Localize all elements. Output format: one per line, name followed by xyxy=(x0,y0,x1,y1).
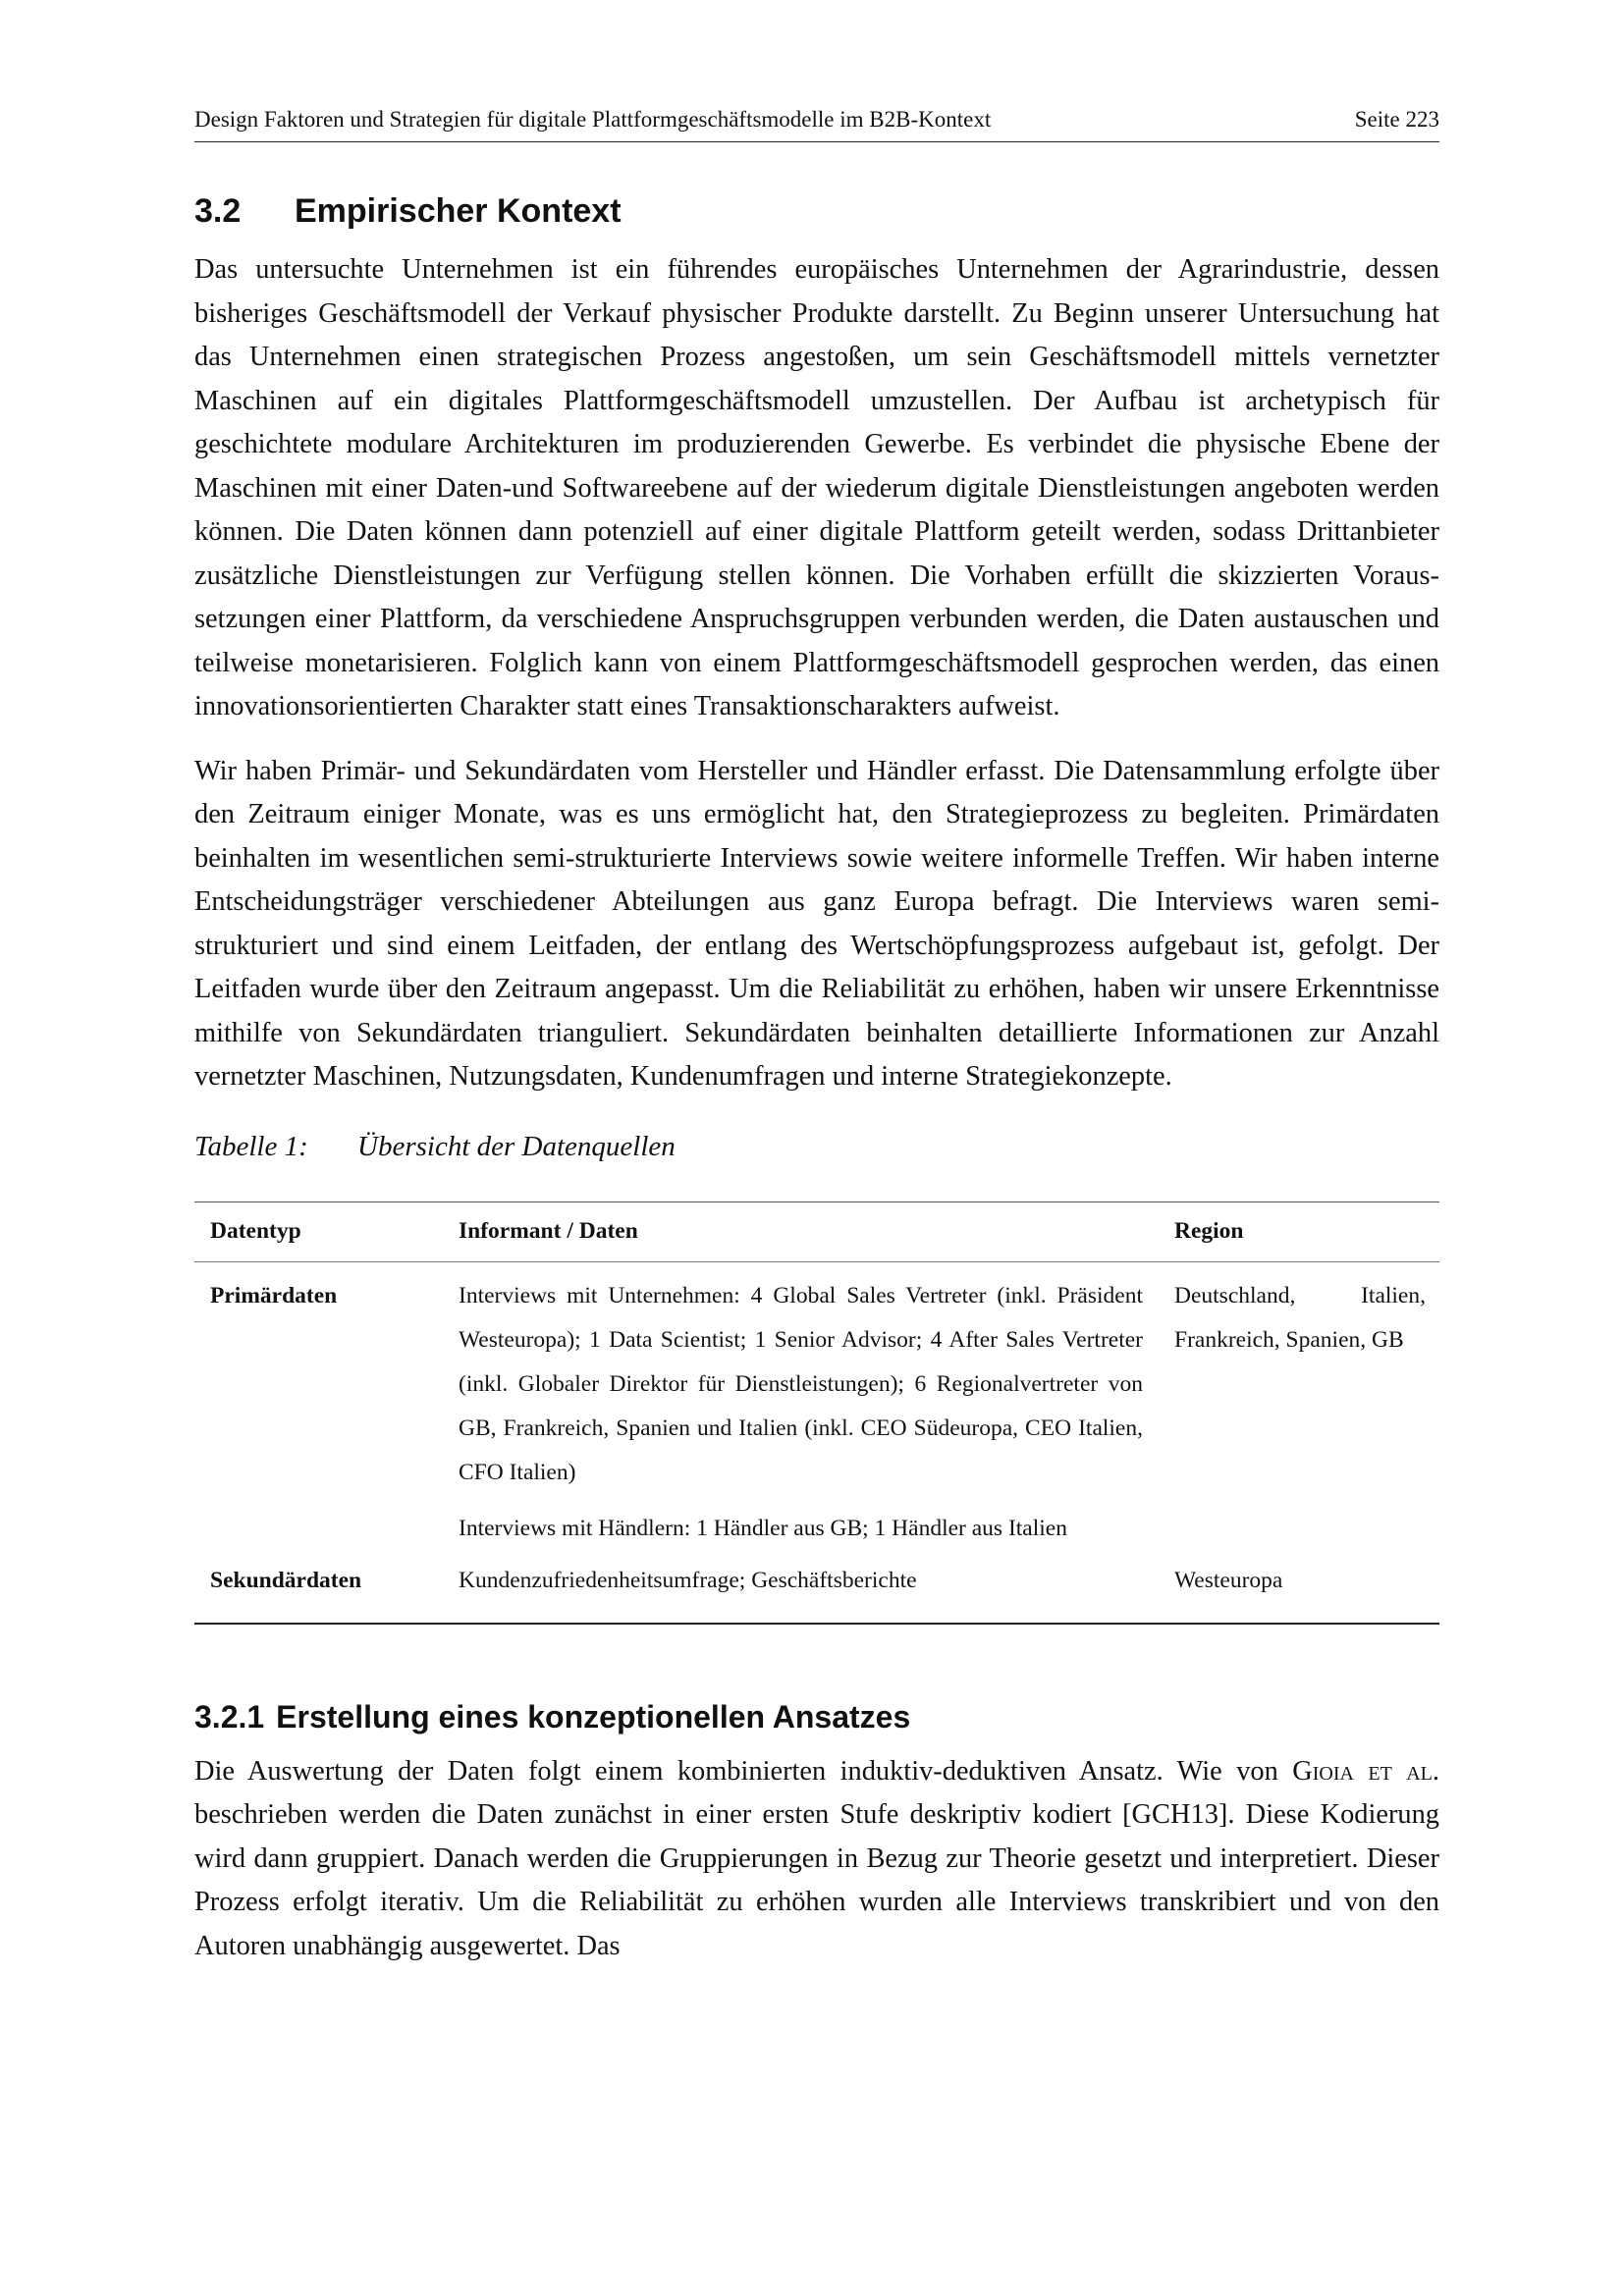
header-informant: Informant / Daten xyxy=(443,1201,1159,1261)
subsection-number: 3.2.1 xyxy=(194,1698,265,1735)
empty-cell xyxy=(1159,1495,1439,1551)
page-number: Seite 223 xyxy=(1354,107,1439,132)
primary-interviews-dealers: Interviews mit Händlern: 1 Händler aus GB; 1 Händler aus Italien xyxy=(459,1515,1067,1541)
document-page xyxy=(194,106,1439,1968)
row-label-secondary: Sekundärdaten xyxy=(210,1567,362,1593)
table-header-row xyxy=(194,1201,1439,1261)
primary-interviews-companies: Interviews mit Unternehmen: 4 Global Sales Vertreter (inkl. Präsident Westeuropa); 1 Data Scientist; 1 Senior Advisor; 4 After Sales Vertreter (inkl. Globaler Direktor für Dienstleistungen); 6 Regionalvertreter von GB, Frankreich, Spanien und Italien (inkl. CEO Südeuropa, CEO Italien, CFO Italien) xyxy=(459,1282,1143,1485)
citation-authors: Gioia et al. xyxy=(1292,1755,1439,1787)
data-sources-table xyxy=(194,1201,1439,1625)
subsection-title: Erstellung eines konzeptionellen Ansatzes xyxy=(276,1698,911,1735)
table-caption-text: Übersicht der Datenquellen xyxy=(357,1130,676,1162)
secondary-data: Kundenzufriedenheitsumfrage; Geschäftsberichte xyxy=(459,1567,917,1593)
section-number: 3.2 xyxy=(194,192,242,230)
secondary-region: Westeuropa xyxy=(1174,1567,1283,1593)
section-heading xyxy=(194,191,1439,231)
paragraph-data-collection: Wir haben Primär- und Sekundärdaten vom Hersteller und Händler erfasst. Die Datensammlung erfolgte über den Zeitraum einiger Monate, was es uns ermöglicht hat, den Strategieprozess zu begleiten. Primärdaten beinhalten im wesentlichen semi-strukturierte Interviews sowie weitere informelle Treffen. Wir haben interne Entscheidungsträger verschiedener Abteilungen aus ganz Europa befragt. Die Interviews waren semi-strukturiert und sind einem Leitfaden, der entlang des Wertschöpfungsprozess aufgebaut ist, gefolgt. Der Leitfaden wurde über den Zeitraum angepasst. Um die Reliabilität zu erhöhen, haben wir unsere Erkenntnisse mithilfe von Sekundärdaten trianguliert. Sekundärdaten beinhalten detaillierte Informationen zur Anzahl vernetzter Maschinen, Nutzungsdaten, Kundenumfragen und interne Strategiekonzepte. xyxy=(194,755,1439,1092)
approach-text-start: Die Auswertung der Daten folgt einem kombinierten induktiv-deduktiven Ansatz. Wie von xyxy=(194,1755,1293,1787)
paragraph-context: Das untersuchte Unternehmen ist ein führendes europäisches Unternehmen der Agrarindustrie, dessen bisheriges Geschäftsmodell der Verkauf physischer Produkte darstellt. Zu Beginn unserer Untersuchung hat das Unternehmen einen strategischen Prozess angestoßen, um sein Geschäftsmodell mittels vernetzter Maschinen auf ein digitales Plattformgeschäftsmodell umzustellen. Der Aufbau ist archetypisch für geschichtete modulare Architekturen im produzierenden Gewerbe. Es verbindet die physische Ebene der Maschinen mit einer Daten-und Softwareebene auf der wiederum digitale Dienstleistungen angeboten werden können. Die Daten können dann potenziell auf einer digitale Plattform geteilt werden, sodass Drittanbieter zusätzliche Dienstleistungen zur Verfügung stellen können. Die Vorhaben erfüllt die skizzierten Voraussetzungen einer Plattform, da verschiedene Anspruchsgruppen verbunden werden, die Daten austauschen und teilweise monetarisieren. Folglich kann von einem Plattformgeschäftsmodell gesprochen werden, das einen innovationsorientierten Charakter statt eines Transaktionscharakters aufweist. xyxy=(194,254,1439,721)
table-caption xyxy=(194,1127,1439,1166)
table-row-primary xyxy=(194,1261,1439,1495)
section-title: Empirischer Kontext xyxy=(295,192,622,230)
approach-text-end: beschrieben werden die Daten zunächst in einer ersten Stufe deskriptiv kodiert [GCH13]. Diese Kodierung wird dann gruppiert. Danach werden die Gruppierungen in Bezug zur Theorie gesetzt und interpretiert. Dieser Prozess erfolgt iterativ. Um die Reliabilität zu erhöhen wurden alle Interviews transkribiert und von den Autoren unabhängig ausgewertet. Das xyxy=(194,1799,1439,1961)
paragraph-approach xyxy=(194,1750,1439,1969)
primary-region: Deutschland, Italien, Frankreich, Spanien, GB xyxy=(1174,1282,1426,1353)
empty-cell xyxy=(194,1495,443,1551)
table-caption-label: Tabelle 1: xyxy=(194,1130,308,1162)
header-title: Design Faktoren und Strategien für digitale Plattformgeschäftsmodelle im B2B-Kontext xyxy=(194,107,992,132)
subsection-heading xyxy=(194,1697,1439,1736)
running-header xyxy=(194,106,1439,142)
header-datentyp: Datentyp xyxy=(194,1201,443,1261)
table-row-secondary xyxy=(194,1551,1439,1624)
table-row-dealers xyxy=(194,1495,1439,1551)
row-label-primary: Primärdaten xyxy=(210,1282,338,1308)
header-region: Region xyxy=(1159,1201,1439,1261)
